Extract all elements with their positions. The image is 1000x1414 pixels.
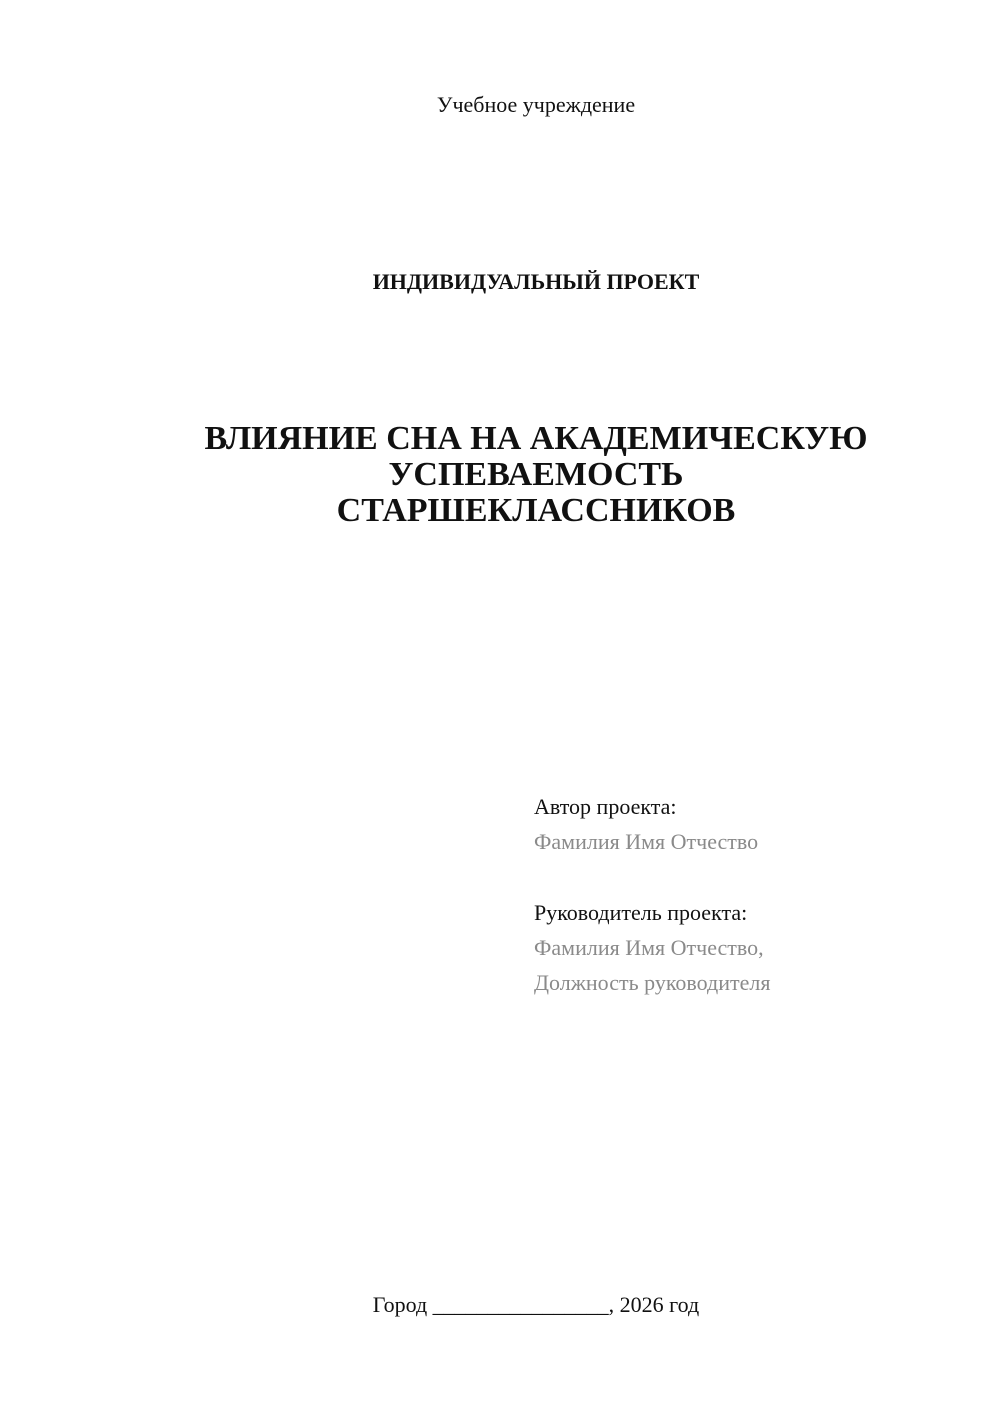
- author-name: Фамилия Имя Отчество: [534, 829, 759, 854]
- author-label: Автор проекта:: [534, 794, 677, 819]
- title-line-1: ВЛИЯНИЕ СНА НА АКАДЕМИЧЕСКУЮ: [204, 420, 868, 457]
- credits-spacer: [534, 859, 954, 895]
- document-title: [0, 421, 1000, 529]
- document-type: ИНДИВИДУАЛЬНЫЙ ПРОЕКТ: [372, 269, 700, 294]
- supervisor-label: Руководитель проекта:: [534, 900, 748, 925]
- supervisor-name: Фамилия Имя Отчество,: [534, 935, 764, 960]
- institution-name: Учебное учреждение: [436, 92, 636, 117]
- supervisor-position: Должность руководителя: [534, 970, 771, 995]
- credits-block: [534, 789, 954, 1000]
- title-line-3: СТАРШЕКЛАССНИКОВ: [336, 492, 736, 529]
- city-year-footer: Город ________________, 2026 год: [372, 1292, 700, 1317]
- title-line-2: УСПЕВАЕМОСТЬ: [388, 456, 684, 493]
